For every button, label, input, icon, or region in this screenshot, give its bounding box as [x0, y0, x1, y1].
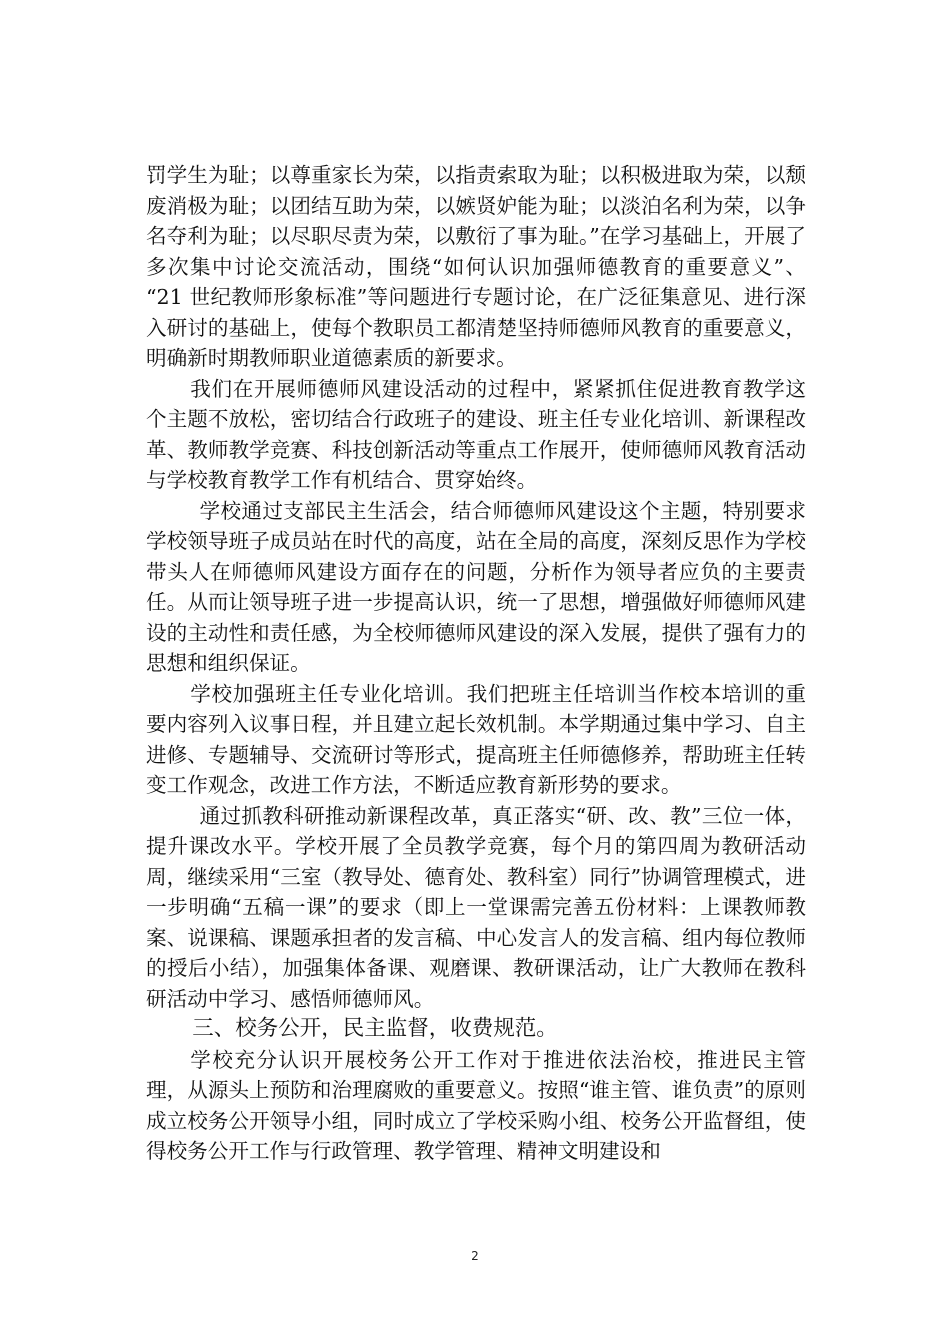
document-body: [146, 160, 806, 1167]
section-heading-school-affairs: 三、校务公开，民主监督，收费规范。: [192, 1016, 558, 1041]
paragraph-curriculum-reform: 通过抓教科研推动新课程改革，真正落实“研、改、教”三位一体，提升课改水平。学校开展了全员教学竞赛，每个月的第四周为教研活动周，继续采用“三室（教导处、德育处、教科室）同行”协调管理模式，进一步明确“五稿一课”的要求（即上一堂课需完善五份材料：上课教师教案、说课稿、课题承担者的发言稿、中心发言人的发言稿、组内每位教师的授后小结），加强集体备课、观磨课、教研课活动，让广大教师在教科研活动中学习、感悟师德师风。: [146, 803, 806, 1011]
paragraph-head-teacher-training: 学校加强班主任专业化培训。我们把班主任培训当作校本培训的重要内容列入议事日程，并且建立起长效机制。本学期通过集中学习、自主进修、专题辅导、交流研讨等形式，提高班主任师德修养，帮助班主任转变工作观念，改进工作方法，不断适应教育新形势的要求。: [146, 681, 806, 797]
paragraph-leadership-meeting: 学校通过支部民主生活会，结合师德师风建设这个主题，特别要求学校领导班子成员站在时代的高度，站在全局的高度，深刻反思作为学校带头人在师德师风建设方面存在的问题，分析作为领导者应负的主要责任。从而让领导班子进一步提高认识，统一了思想，增强做好师德师风建设的主动性和责任感，为全校师德师风建设的深入发展，提供了强有力的思想和组织保证。: [146, 498, 806, 675]
paragraph-teaching-theme: 我们在开展师德师风建设活动的过程中，紧紧抓住促进教育教学这个主题不放松，密切结合行政班子的建设、班主任专业化培训、新课程改革、教师教学竞赛、科技创新活动等重点工作展开，使师德师风教育活动与学校教育教学工作有机结合、贯穿始终。: [146, 376, 806, 492]
paragraph-continuation: 罚学生为耻；以尊重家长为荣，以指责索取为耻；以积极进取为荣，以颓废消极为耻；以团结互助为荣，以嫉贤妒能为耻；以淡泊名利为荣，以争名夺利为耻；以尽职尽责为荣，以敷衍了事为耻。”在学习基础上，开展了多次集中讨论交流活动，围绕“如何认识加强师德教育的重要意义”、 “21 世纪教师形象标准”等问题进行专题讨论，在广泛征集意见、进行深入研讨的基础上，使每个教职员工都清楚坚持师德师风教育的重要意义，明确新时期教师职业道德素质的新要求。: [146, 163, 806, 370]
page-number: 2: [471, 1249, 479, 1263]
paragraph-school-affairs-openness: 学校充分认识开展校务公开工作对于推进依法治校，推进民主管理，从源头上预防和治理腐败的重要意义。按照“谁主管、谁负责”的原则成立校务公开领导小组，同时成立了学校采购小组、校务公开监督组，使得校务公开工作与行政管理、教学管理、精神文明建设和: [146, 1047, 806, 1163]
